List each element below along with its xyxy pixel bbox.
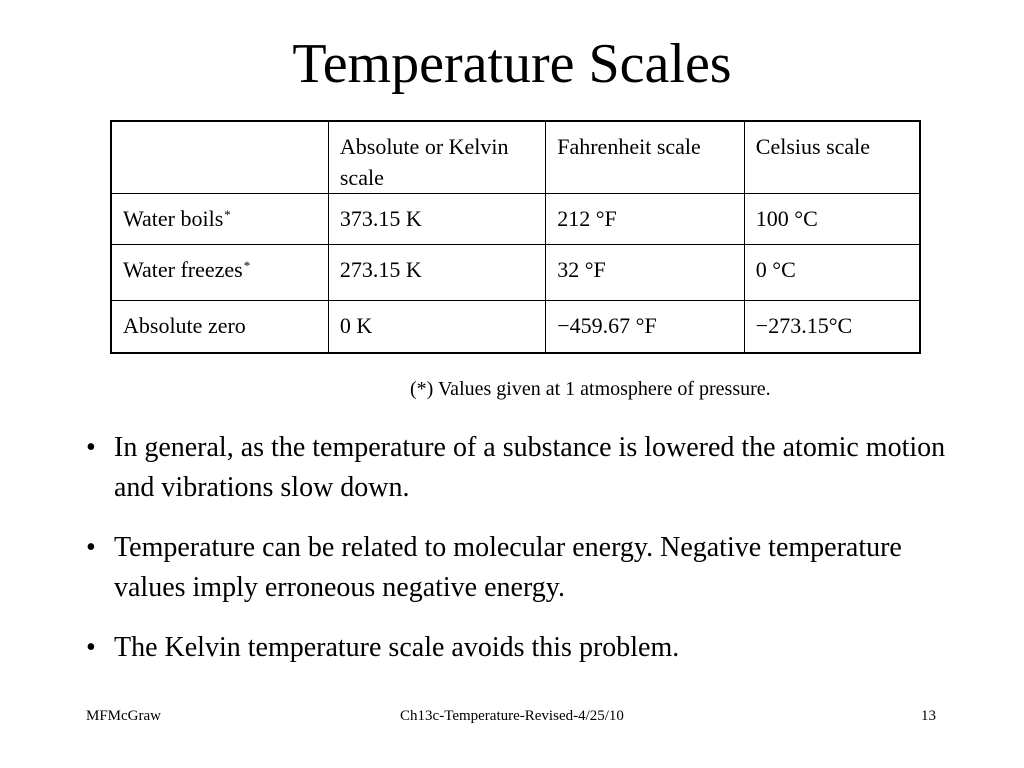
table-row: [111, 301, 920, 354]
footnote-marker: *: [243, 258, 251, 273]
row-label-cell: [111, 301, 328, 354]
table-header-kelvin: Absolute or Kelvin scale: [328, 121, 545, 194]
table-header-celsius: Celsius scale: [744, 121, 920, 194]
fahrenheit-value: 212 °F: [546, 194, 745, 245]
row-label: Water boils: [123, 206, 224, 231]
bullet-item: [86, 528, 946, 608]
celsius-value: −273.15°C: [744, 301, 920, 354]
row-label: Absolute zero: [123, 313, 246, 338]
slide-title: Temperature Scales: [292, 33, 732, 95]
kelvin-value: 373.15 K: [328, 194, 545, 245]
fahrenheit-value: 32 °F: [546, 245, 745, 301]
kelvin-value: 273.15 K: [328, 245, 545, 301]
fahrenheit-value: −459.67 °F: [546, 301, 745, 354]
table-footnote: (*) Values given at 1 atmosphere of pressure.: [410, 378, 771, 400]
kelvin-value: 0 K: [328, 301, 545, 354]
table-header-row: [111, 121, 920, 194]
table-header-cell-empty: [111, 121, 328, 194]
bullet-icon: •: [86, 432, 96, 463]
footer-filename: Ch13c-Temperature-Revised-4/25/10: [400, 708, 624, 724]
bullet-icon: •: [86, 532, 96, 563]
row-label-cell: [111, 245, 328, 301]
table-header-fahrenheit: Fahrenheit scale: [546, 121, 745, 194]
row-label-cell: [111, 194, 328, 245]
page-number: 13: [921, 708, 936, 724]
celsius-value: 0 °C: [744, 245, 920, 301]
bullet-text: In general, as the temperature of a substance is lowered the atomic motion and vibrations slow down.: [114, 432, 946, 503]
bullet-icon: •: [86, 632, 96, 663]
footnote-marker: *: [224, 207, 231, 222]
bullet-list: [86, 428, 946, 688]
row-label: Water freezes: [123, 257, 243, 282]
table-row: [111, 245, 920, 301]
bullet-text: Temperature can be related to molecular energy. Negative temperature values imply erroneous negative energy.: [114, 532, 902, 603]
temperature-scales-table: [110, 120, 921, 354]
bullet-text: The Kelvin temperature scale avoids this problem.: [114, 632, 680, 663]
bullet-item: [86, 428, 946, 508]
bullet-item: [86, 628, 946, 668]
footer-author: MFMcGraw: [86, 708, 161, 724]
celsius-value: 100 °C: [744, 194, 920, 245]
table-row: [111, 194, 920, 245]
